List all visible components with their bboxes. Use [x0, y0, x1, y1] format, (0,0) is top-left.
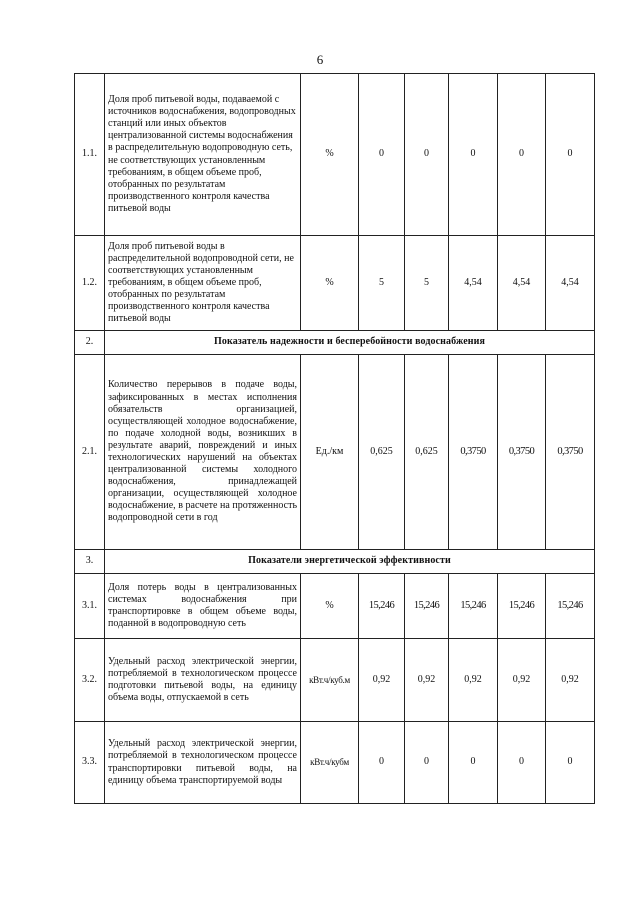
value-cell: 4,54 [498, 236, 546, 331]
value-cell: 0,625 [405, 355, 449, 550]
value-cell: 0,92 [449, 639, 498, 722]
value-cell: 0 [359, 722, 405, 804]
value-cell: 4,54 [546, 236, 595, 331]
unit-cell: кВт.ч/кубм [301, 722, 359, 804]
row-number: 3.2. [75, 639, 105, 722]
section-title: Показатель надежности и бесперебойности водоснабжения [105, 331, 595, 355]
row-number: 2.1. [75, 355, 105, 550]
value-cell: 0,3750 [449, 355, 498, 550]
value-cell: 0,92 [546, 639, 595, 722]
table-row-2-1 [75, 355, 595, 550]
value-cell: 15,246 [405, 574, 449, 639]
table-row-3-3 [75, 722, 595, 804]
unit-cell: % [301, 74, 359, 236]
table-row-1-2 [75, 236, 595, 331]
row-number: 3.3. [75, 722, 105, 804]
section-number: 3. [75, 550, 105, 574]
value-cell: 15,246 [359, 574, 405, 639]
table-row-3-1 [75, 574, 595, 639]
indicator-description: Доля проб питьевой воды в распределительной водопроводной сети, не соответствующих установленным требованиям, в общем объеме проб, отобранных по результатам производственного контроля качества питьевой воды [105, 236, 301, 331]
value-cell: 0,92 [359, 639, 405, 722]
value-cell: 0 [449, 74, 498, 236]
section-header-3 [75, 550, 595, 574]
section-number: 2. [75, 331, 105, 355]
value-cell: 0 [546, 722, 595, 804]
indicator-description: Удельный расход электрической энергии, потребляемой в технологическом процессе подготовки питьевой воды, на единицу объема воды, отпускаемой в сеть [105, 639, 301, 722]
row-number: 3.1. [75, 574, 105, 639]
indicator-description: Доля проб питьевой воды, подаваемой с источников водоснабжения, водопроводных станций или иных объектов централизованной системы водоснабжения в распределительную водопроводную сеть, не соответствующих установленным требованиям, в общем объеме проб, отобранных по результатам производственного контроля качества питьевой воды [105, 74, 301, 236]
indicators-table [74, 73, 595, 804]
indicator-description: Доля потерь воды в централизованных системах водоснабжения при транспортировке в общем объеме воды, поданной в водопроводную сеть [105, 574, 301, 639]
value-cell: 5 [359, 236, 405, 331]
indicator-description: Удельный расход электрической энергии, потребляемой в технологическом процессе транспортировки питьевой воды, на единицу объема транспортируемой воды [105, 722, 301, 804]
value-cell: 0 [449, 722, 498, 804]
unit-cell: кВт.ч/куб.м [301, 639, 359, 722]
value-cell: 0,3750 [546, 355, 595, 550]
unit-cell: % [301, 236, 359, 331]
table-row-1-1 [75, 74, 595, 236]
value-cell: 4,54 [449, 236, 498, 331]
table-row-3-2 [75, 639, 595, 722]
value-cell: 15,246 [449, 574, 498, 639]
value-cell: 0 [359, 74, 405, 236]
value-cell: 0 [405, 722, 449, 804]
page-number: 6 [316, 52, 324, 67]
value-cell: 0,3750 [498, 355, 546, 550]
value-cell: 15,246 [498, 574, 546, 639]
indicator-description: Количество перерывов в подаче воды, зафиксированных в местах исполнения обязательств организацией, осуществляющей холодное водоснабжение, по подаче холодной воды, возникших в результате аварий, повреждений и иных технологических нарушений на объектах централизованной системы холодного водоснабжения, принадлежащей организации, осуществляющей холодное водоснабжение, в расчете на протяженность водопроводной сети в год [105, 355, 301, 550]
value-cell: 0,92 [405, 639, 449, 722]
unit-cell: % [301, 574, 359, 639]
section-title: Показатели энергетической эффективности [105, 550, 595, 574]
row-number: 1.2. [75, 236, 105, 331]
value-cell: 15,246 [546, 574, 595, 639]
value-cell: 0,625 [359, 355, 405, 550]
value-cell: 0 [546, 74, 595, 236]
unit-cell: Ед./км [301, 355, 359, 550]
value-cell: 0 [498, 74, 546, 236]
value-cell: 0,92 [498, 639, 546, 722]
value-cell: 0 [498, 722, 546, 804]
value-cell: 0 [405, 74, 449, 236]
row-number: 1.1. [75, 74, 105, 236]
section-header-2 [75, 331, 595, 355]
value-cell: 5 [405, 236, 449, 331]
